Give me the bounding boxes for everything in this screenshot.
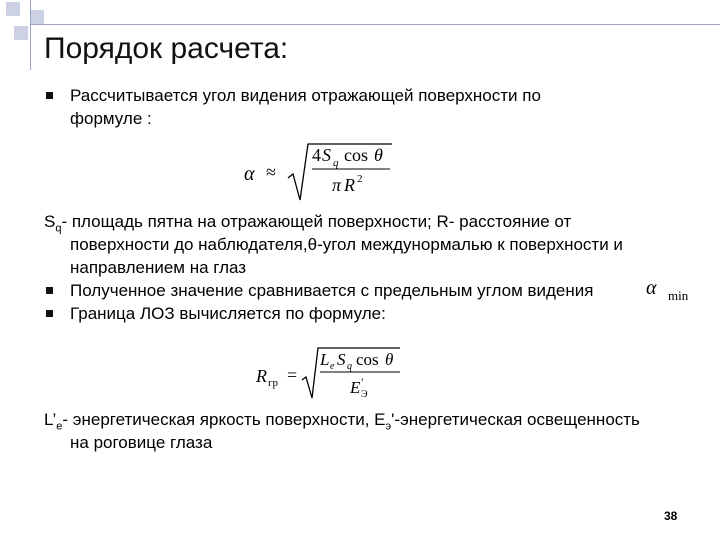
formula1-alpha: α [244, 163, 255, 185]
formula2-theta: θ [385, 350, 394, 369]
formula2-cos: cos [356, 350, 379, 369]
angle-formula [240, 140, 400, 204]
bullet-marker [46, 310, 53, 317]
sq-symbol: S [44, 212, 56, 231]
formula2-equals: = [287, 365, 298, 385]
formula2-l-sub: e [330, 361, 335, 372]
header-rule [30, 24, 720, 25]
formula2-s-sub: q [347, 361, 352, 372]
formula2-s: S [337, 350, 346, 369]
alpha-min-alpha: α [646, 277, 657, 299]
formula1-r: R [344, 175, 355, 195]
formula2-l: L [320, 350, 330, 369]
boundary-formula [254, 344, 414, 400]
formula2-e-sub: Э [361, 389, 368, 400]
le-definition-cont: на роговице глаза [70, 433, 213, 452]
bullet2-text: Полученное значение сравнивается с предельным углом видения [70, 281, 594, 300]
decor-square [6, 2, 20, 16]
bullet-marker [46, 92, 53, 99]
formula1-cos: cos [344, 145, 368, 165]
formula2-e: E [350, 378, 361, 397]
le-mid-text: - энергетическая яркость поверхности, Е [62, 410, 386, 429]
le-subscript: е [56, 420, 63, 433]
left-rule [30, 0, 31, 70]
formula1-approx: ≈ [266, 162, 276, 182]
sq-line3: направлением на глаз [70, 258, 247, 277]
formula2-r: R [256, 366, 267, 386]
sq-definition-cont [70, 233, 623, 279]
le-rest-text: '-энергетическая освещенность [391, 410, 640, 429]
page-number: 38 [664, 509, 678, 523]
formula1-theta: θ [374, 145, 383, 165]
formula1-num-coef: 4 [312, 145, 321, 165]
formula1-exp: 2 [357, 173, 363, 185]
ee-subscript: э [385, 420, 392, 433]
formula1-num-sub: q [333, 157, 339, 169]
decor-square [14, 26, 28, 40]
formula1-pi: π [332, 175, 342, 195]
slide-title: Порядок расчета: [44, 32, 289, 65]
bullet3-text: Граница ЛОЗ вычисляется по формуле: [70, 304, 386, 323]
sq-subscript: q [55, 222, 62, 235]
formula2-e-prime: ′ [361, 375, 364, 389]
bullet1-line1: Рассчитывается угол видения отражающей поверхности по [70, 86, 541, 105]
le-symbol: L’ [44, 410, 57, 429]
alpha-min-sub: min [668, 288, 689, 303]
sq-line1: - площадь пятна на отражающей поверхности; R- расстояние от [61, 212, 572, 231]
bullet-marker [46, 287, 53, 294]
bullet1-text [70, 84, 541, 130]
formula2-r-sub: гр [268, 377, 279, 389]
decor-square [30, 10, 44, 24]
alpha-min-symbol [644, 276, 704, 306]
sq-line2: поверхности до наблюдателя,θ-угол междунормалью к поверхности и [70, 235, 623, 254]
formula1-num-s: S [322, 145, 331, 165]
bullet1-line2: формуле : [70, 109, 152, 128]
